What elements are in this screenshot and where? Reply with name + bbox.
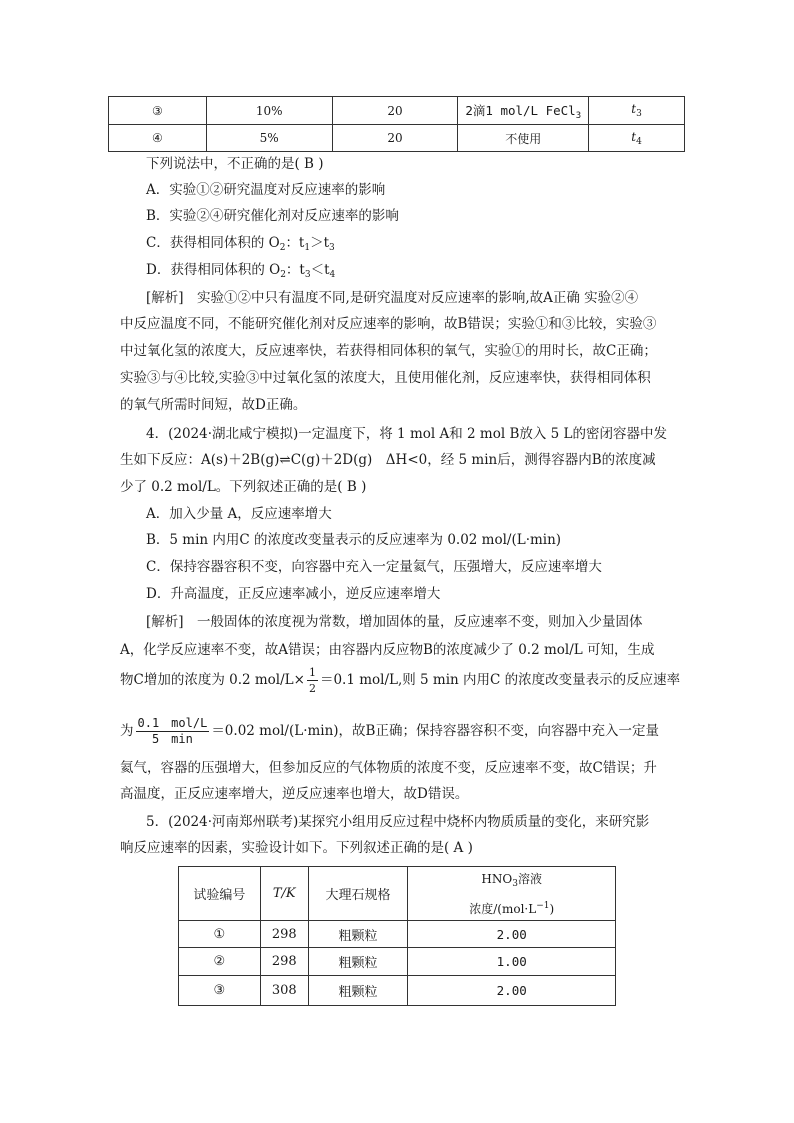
analysis-text: 物C增加的浓度为 0.2 mol/L×	[120, 672, 305, 688]
table-row	[179, 976, 616, 1006]
table-cell: 20	[332, 125, 458, 152]
q3-analysis-line: [解析] 实验①②中只有温度不同,是研究温度对反应速率的影响,故A正确 实验②④	[146, 290, 639, 306]
q4-option: B．5 min 内用C 的浓度改变量表示的反应速率为 0.02 mol/(L·min)	[146, 532, 562, 548]
q3-option-c: C．获得相同体积的 $O_2$：$t_1>t_3$	[146, 235, 335, 253]
analysis-text: ＝0.02 mol/(L·min)，故B正确；保持容器容积不变，向容器中充入一定量	[211, 723, 659, 739]
header-temp: T/K	[260, 867, 308, 921]
table-cell: 1.00	[408, 948, 616, 976]
header-marble: 大理石规格	[308, 867, 408, 921]
q4-stem-line: 生如下反应：A(s)＋2B(g)⇌C(g)＋2D(g) ΔH<0，经 5 min后，测得容器内B的浓度减	[120, 452, 656, 468]
q5-stem-line: 响反应速率的因素，实验设计如下。下列叙述正确的是( A )	[120, 840, 473, 856]
header-conc: $HNO_3$溶液 浓度$/(mol\cdot L^{-1})$	[408, 867, 616, 921]
table-cell: 2.00	[408, 921, 616, 948]
option-text: ＞t	[310, 235, 330, 251]
q4-analysis-line: 氦气，容器的压强增大，但参加反应的气体物质的浓度不变，反应速率不变，故C错误；升	[120, 760, 657, 776]
table-cell: 2.00	[408, 976, 616, 1006]
q3-analysis-line: 的氧气所需时间短，故D正确。	[120, 397, 307, 413]
q5-stem-line: 5．(2024·河南郑州联考)某探究小组用反应过程中烧杯内物质质量的变化，来研究影	[146, 814, 650, 830]
time-var: t	[631, 102, 637, 116]
fraction: $\frac{\text{0.1 mol/L}}{5 \min}$	[137, 716, 208, 746]
q3-option-b: B．实验②④研究催化剂对反应速率的影响	[146, 208, 399, 224]
table-cell: 298	[260, 921, 308, 948]
q4-analysis-line: [解析] 一般固体的浓度视为常数，增加固体的量，反应速率不变，则加入少量固体	[146, 614, 643, 630]
table-cell: ③	[109, 97, 207, 125]
analysis-text: ＝0.1 mol/L,则 5 min 内用C 的浓度改变量表示的反应速率	[319, 672, 681, 688]
table-header-row	[179, 867, 616, 921]
analysis-text: 为	[120, 723, 134, 739]
q3-analysis-line: 实验③与④比较,实验③中过氧化氢的浓度大，且使用催化剂，反应速率快，获得相同体积	[120, 370, 651, 386]
table-cell	[589, 125, 685, 152]
time-var: t	[631, 129, 637, 144]
option-text: ＜t	[310, 262, 330, 278]
q4-option: D．升高温度，正反应速率减小，逆反应速率增大	[146, 586, 441, 602]
table-cell: 308	[260, 976, 308, 1006]
option-text: D．获得相同体积的 O	[146, 262, 281, 278]
experiment-table-continued	[108, 96, 685, 152]
q4-analysis-line: A，化学反应速率不变，故A错误；由容器内反应物B的浓度减少了 0.2 mol/L 可知，生成	[120, 642, 655, 658]
table-cell: 不使用	[458, 125, 589, 152]
table-cell: 5%	[206, 125, 332, 152]
q3-stem: 下列说法中，不正确的是( B )	[146, 156, 324, 172]
table-cell: 粗颗粒	[308, 976, 408, 1006]
experiment-table-q5	[178, 866, 616, 1006]
q4-analysis-line-fraction	[120, 663, 680, 697]
table-cell: ②	[179, 948, 261, 976]
option-text: C．获得相同体积的 O	[146, 235, 280, 251]
option-text: ：t	[285, 235, 305, 251]
table-cell: 10%	[206, 97, 332, 125]
q4-option: A．加入少量 A，反应速率增大	[146, 506, 332, 522]
table-cell: ③	[179, 976, 261, 1006]
subscript: 3	[636, 109, 642, 119]
q3-analysis-line: 中反应温度不同，不能研究催化剂对反应速率的影响，故B错误；实验①和③比较，实验③	[120, 316, 657, 332]
q4-stem-line: 4．(2024·湖北咸宁模拟)一定温度下，将 1 mol A和 2 mol B放入 5 L的密闭容器中发	[146, 426, 667, 442]
table-cell: 20	[332, 97, 458, 125]
table-row	[179, 948, 616, 976]
subscript: 4	[636, 136, 642, 147]
table-cell: ①	[179, 921, 261, 948]
table-cell: 粗颗粒	[308, 948, 408, 976]
catalyst-text: 2滴1 mol/L FeCl	[465, 102, 576, 118]
table-row	[109, 97, 685, 125]
q4-stem-line: 少了 0.2 mol/L。下列叙述正确的是( B )	[120, 479, 367, 495]
table-row	[179, 921, 616, 948]
fraction: $\frac{1}{2}$	[308, 666, 316, 695]
q3-option-a: A．实验①②研究温度对反应速率的影响	[146, 182, 386, 198]
header-id: 试验编号	[179, 867, 261, 921]
subscript: 3	[575, 110, 582, 121]
q4-option: C．保持容器容积不变，向容器中充入一定量氦气，压强增大，反应速率增大	[146, 559, 602, 575]
table-cell	[589, 97, 685, 125]
q4-analysis-line-fraction	[120, 712, 659, 750]
table-cell	[458, 97, 589, 125]
q4-analysis-line: 高温度，正反应速率增大，逆反应速率也增大，故D错误。	[120, 786, 469, 802]
table-cell: ④	[109, 125, 207, 152]
table-cell: 298	[260, 948, 308, 976]
option-text: ：t	[285, 262, 305, 278]
table-row	[109, 125, 685, 152]
table-cell: 粗颗粒	[308, 921, 408, 948]
q3-option-d: D．获得相同体积的 $O_2$：$t_3<t_4$	[146, 262, 336, 280]
q3-analysis-line: 中过氧化氢的浓度大，反应速率快，若获得相同体积的氧气，实验①的用时长，故C正确；	[120, 343, 657, 359]
